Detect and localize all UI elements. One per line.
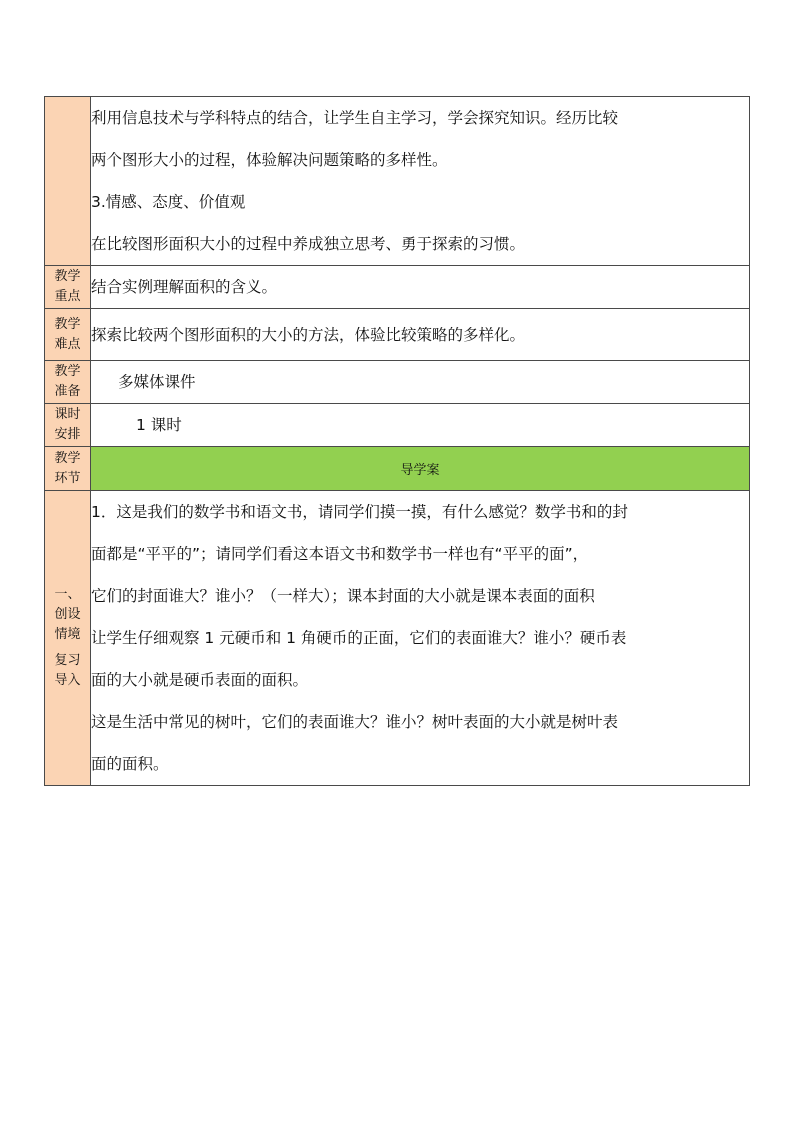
schedule-row: [45, 404, 750, 447]
section-one-line: 它们的封面谁大？谁小？（一样大）；课本封面的大小就是课本表面的面积: [91, 587, 595, 605]
objectives-label-cell: [45, 97, 91, 266]
preparation-row: [45, 361, 750, 404]
objectives-line: 3.情感、态度、价值观: [91, 193, 246, 211]
section-one-line: 面的面积。: [91, 755, 169, 773]
difficulty-label: 教学 难点: [45, 309, 91, 361]
section-one-line: 面都是“平平的”；请同学们看这本语文书和数学书一样也有“平平的面”，: [91, 545, 589, 563]
key-point-text: 结合实例理解面积的含义。: [91, 266, 750, 309]
section-one-line: 1．这是我们的数学书和语文书，请同学们摸一摸，有什么感觉？数学书和的封: [91, 503, 628, 521]
key-point-label: 教学 重点: [45, 266, 91, 309]
process-header: 导学案: [91, 447, 750, 491]
lesson-plan-table: [44, 96, 750, 786]
objectives-line: 两个图形大小的过程，体验解决问题策略的多样性。: [91, 151, 448, 169]
difficulty-row: [45, 309, 750, 361]
section-one-row: [45, 491, 750, 786]
section-one-label: 一、 创设 情境 复习 导入: [45, 491, 91, 786]
section-one-line: 面的大小就是硬币表面的面积。: [91, 671, 309, 689]
objectives-row: [45, 97, 750, 266]
section-one-line: 这是生活中常见的树叶，它们的表面谁大？谁小？树叶表面的大小就是树叶表: [91, 713, 619, 731]
section-one-line: 让学生仔细观察 1 元硬币和 1 角硬币的正面，它们的表面谁大？谁小？硬币表: [91, 629, 627, 647]
objectives-line: 利用信息技术与学科特点的结合，让学生自主学习，学会探究知识。经历比较: [91, 109, 619, 127]
schedule-label: 课时 安排: [45, 404, 91, 447]
objectives-content: [91, 97, 750, 266]
preparation-label: 教学 准备: [45, 361, 91, 404]
difficulty-text: 探索比较两个图形面积的大小的方法，体验比较策略的多样化。: [91, 309, 750, 361]
objectives-line: 在比较图形面积大小的过程中养成独立思考、勇于探索的习惯。: [91, 235, 526, 253]
section-one-content: [91, 491, 750, 786]
schedule-text: 1 课时: [91, 404, 750, 447]
preparation-text: 多媒体课件: [91, 361, 750, 404]
process-row: [45, 447, 750, 491]
process-label: 教学 环节: [45, 447, 91, 491]
key-point-row: [45, 266, 750, 309]
